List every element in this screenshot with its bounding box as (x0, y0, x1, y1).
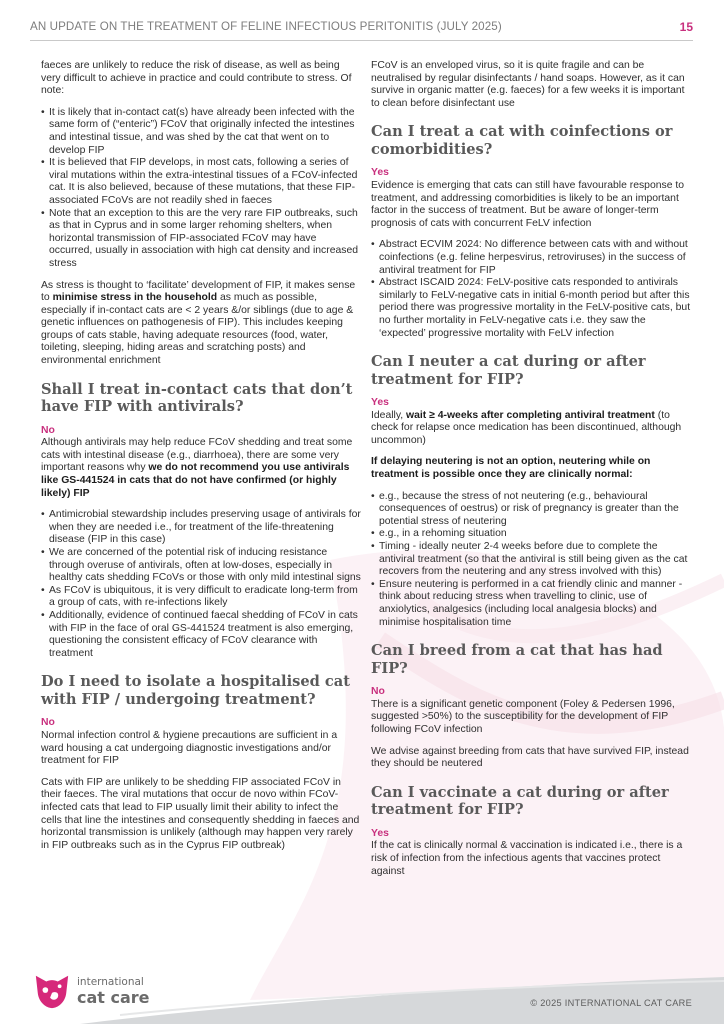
list-item: • Note that an exception to this are the very rare FIP outbreaks, such as that in Cyprus and in some larger rehoming shelters, when horizontal transmission of FIP-associated FCoV may have occurred, usually in association with high cat density and increased stress (41, 208, 361, 271)
paragraph-text: (to check for relapse once medication has been discontinued, although uncommon) (371, 409, 682, 446)
intro-paragraph: faeces are unlikely to reduce the risk of disease, as well as being very difficult to achieve in practice and could contribute to stress. Of note: (41, 60, 352, 97)
list-item: • It is believed that FIP develops, in most cats, following a series of viral mutations within the extra-intestinal tissues of a FCoV-infected cat. It is also believed, because of these mutations, that these FIP-associated FCoVs are not readily shed in faeces (41, 157, 361, 207)
left-column (41, 60, 361, 861)
list-item: • Timing - ideally neuter 2-4 weeks before due to complete the antiviral treatment (so that the antiviral is still being given as the cat recovers from the neutering and any stress involved with this) (371, 541, 693, 579)
answer-label: Yes (371, 397, 389, 409)
page-header (30, 18, 693, 41)
section-paragraph (41, 437, 361, 500)
page-number: 15 (679, 20, 693, 34)
logo-wordmark (77, 976, 150, 1006)
paragraph-text: Ideally, (371, 409, 407, 421)
list-item: • We are concerned of the potential risk of inducing resistance through overuse of antivirals, often at low-doses, especially in healthy cats shedding FCoVs or those with only mild intestinal signs (41, 547, 361, 585)
paragraph-text: Although antivirals may help reduce FCoV shedding and treat some cats with intestinal disease (e.g., diarrhoea), there are some very important reasons why (41, 437, 353, 474)
answer-label: No (41, 424, 55, 436)
international-cat-care-logo (33, 972, 150, 1010)
cat-face-logo-icon (33, 972, 71, 1010)
section-paragraph: Evidence is emerging that cats can still have favourable response to treatment, and addressing comorbidities is likely to be an important factor in the success of treatment. But be aware of longer-term prognosis of cats with concurrent FeLV infection (371, 179, 685, 229)
list-item: • As FCoV is ubiquitous, it is very difficult to eradicate long-term from a group of cats, with re-infections likely (41, 585, 361, 610)
section-paragraph: Cats with FIP are unlikely to be shedding FIP associated FCoV in their faeces. The viral mutations that occur de novo within FCoV-infected cats that lead to FIP usually limit their ability to infect the cells that line the intestines and consequently shedding in faeces and horizontal transmission is unlikely (although may happen very rarely in FIP outbreaks such as in the Cyprus FIP outbreak) (41, 776, 360, 851)
section-heading-breed: Can I breed from a cat that has had FIP? (371, 642, 663, 677)
section-heading-isolate: Do I need to isolate a hospitalised cat with FIP / undergoing treatment? (41, 673, 350, 708)
bold-text: If delaying neutering is not an option, neutering while on treatment is possible once they are clinically normal: (371, 456, 651, 481)
answer-label: No (371, 686, 385, 698)
list-item: • Ensure neutering is performed in a cat friendly clinic and manner - think about reducing stress when travelling to clinic, use of anxiolytics, analgesics (including local analgesia blocks) and minimise hospitalisation time (371, 579, 693, 629)
document-title: AN UPDATE ON THE TREATMENT OF FELINE INFECTIOUS PERITONITIS (JULY 2025) (30, 20, 502, 33)
answer-label: Yes (371, 827, 389, 839)
bold-text: we do not recommend you use antivirals like GS-441524 in cats that do not have confirmed (or highly likely) FIP (41, 462, 350, 499)
logo-text-line1: international (77, 976, 144, 988)
stress-paragraph (41, 280, 361, 368)
answer-label: No (41, 717, 55, 729)
answer-label: Yes (371, 167, 389, 179)
list-item: • Abstract ISCAID 2024: FeLV-positive cats responded to antivirals similarly to FeLV-negative cats in initial 6-month period but after this period there was progressive mortality in the FeLV-positive cats, but no further mortality in FeLV-negative cats i.e. they saw the ‘expected’ progressive mortality with FeLV infection (371, 277, 693, 340)
list-item: • Antimicrobial stewardship includes preserving usage of antivirals for when they are needed i.e., for treatment of the life-threatening disease (FIP in this case) (41, 509, 361, 547)
stress-text-after: as much as possible, especially if in-contact cats are < 2 years &/or siblings (due to age & genetic influences on pathogenesis of FIP). This includes keeping groups of cats stable, having adequate resources (food, water, toileting, sleeping, hiding areas and scratching posts) and environmental enrichment (41, 292, 354, 367)
list-item: • Abstract ECVIM 2024: No difference between cats with and without coinfections (e.g. feline herpesvirus, retroviruses) in the success of antiviral treatment for FIP (371, 239, 693, 277)
section-bullet-list (371, 239, 693, 340)
section-bullet-list (371, 491, 693, 630)
section-paragraph: We advise against breeding from cats that have survived FIP, instead they should be neutered (371, 745, 689, 770)
logo-text-line2: cat care (77, 988, 150, 1007)
section-paragraph: There is a significant genetic component (Foley & Pedersen 1996, suggested >50%) to the susceptibility for the development of FIP following FCoV infection (371, 698, 675, 735)
section-heading-treat-in-contact: Shall I treat in-contact cats that don’t have FIP with antivirals? (41, 380, 353, 416)
list-item: • e.g., because the stress of not neutering (e.g., behavioural consequences of oestrus) or risk of pregnancy is greater than the potential stress of neutering (371, 491, 693, 529)
section-paragraph: Normal infection control & hygiene precautions are sufficient in a ward housing a cat undergoing diagnostic investigations and/or treatment for FIP (41, 729, 338, 767)
list-item: • Additionally, evidence of continued faecal shedding of FCoV in cats with FIP in the face of oral GS-441524 treatment is also emerging, questioning the consistent efficacy of FCoV clearance with treatment (41, 610, 361, 660)
stress-text-before: As stress is thought to ‘facilitate’ development of FIP, it makes sense to (41, 279, 356, 304)
section-heading-neuter: Can I neuter a cat during or after treatment for FIP? (371, 353, 646, 388)
intro-bullet-list (41, 107, 361, 271)
right-column (371, 60, 693, 887)
bold-text: wait ≥ 4-weeks after completing antiviral treatment (406, 409, 655, 421)
bold-paragraph (371, 456, 693, 481)
section-heading-coinfections: Can I treat a cat with coinfections or comorbidities? (371, 123, 673, 158)
list-item: • e.g., in a rehoming situation (371, 528, 693, 541)
section-paragraph (371, 410, 693, 448)
list-item: • It is likely that in-contact cat(s) have already been infected with the same form of (“enteric”) FCoV that originally infected the intestines and intestinal tissue, and was shed by the cat that went on to develop FIP (41, 107, 361, 157)
bold-text: minimise stress in the household (52, 292, 218, 304)
section-bullet-list (41, 509, 361, 660)
intro-paragraph: FCoV is an enveloped virus, so it is quite fragile and can be neutralised by regular disinfectants / hand soaps. However, as it can survive in organic matter (e.g. faeces) for a few weeks it is important to clean before disinfectant use (371, 60, 685, 109)
section-paragraph: If the cat is clinically normal & vaccination is indicated i.e., there is a risk of infection from the infectious agents that vaccines protect against (371, 840, 683, 877)
section-heading-vaccinate: Can I vaccinate a cat during or after treatment for FIP? (371, 783, 669, 819)
copyright-notice: © 2025 INTERNATIONAL CAT CARE (530, 998, 692, 1008)
